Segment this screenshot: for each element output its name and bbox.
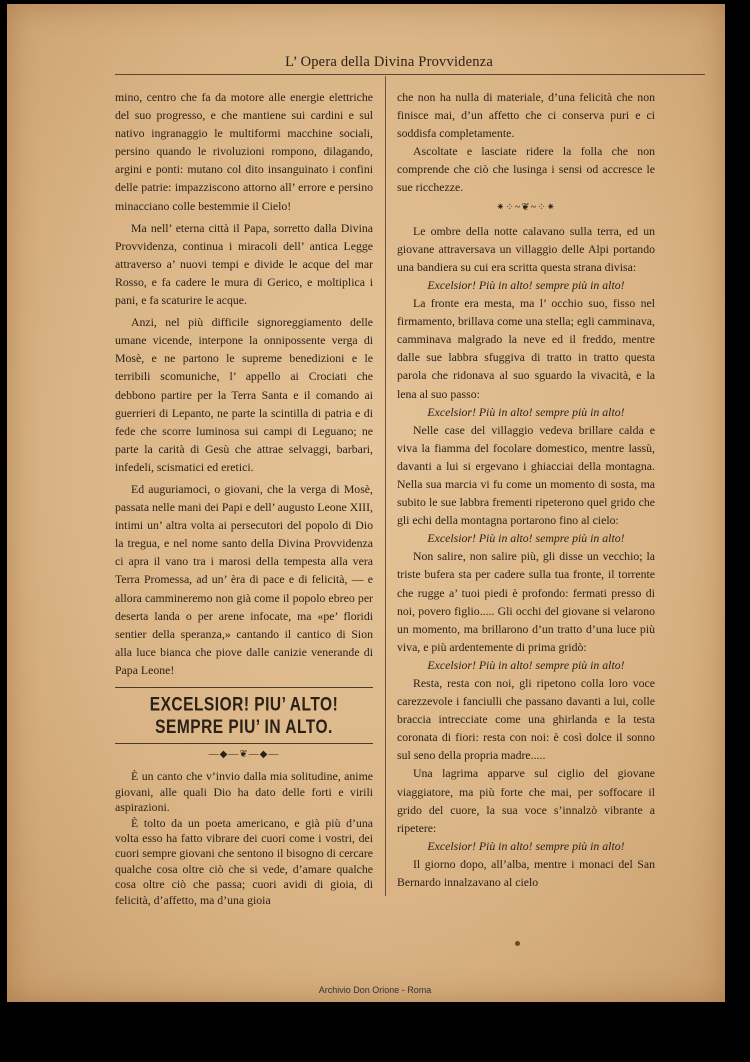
left-column (115, 88, 373, 908)
article-title-box (115, 687, 373, 744)
archive-caption: Archivio Don Orione - Roma (318, 985, 432, 995)
ornament-divider: —◆—❦—◆— (208, 749, 280, 761)
header-rule (115, 74, 705, 75)
paragraph: È un canto che v’invio dalla mia solitudine, anime giovani, alle quali Dio ha dato delle forti e virili aspirazioni. (115, 769, 373, 815)
ink-spot (515, 941, 520, 946)
article-title: EXCELSIOR! PIU’ ALTO! SEMPRE PIU’ IN ALTO. (149, 694, 339, 739)
motto-line: Excelsior! Più in alto! sempre più in alto! (427, 657, 625, 672)
paragraph: Le ombre della notte calavano sulla terra, ed un giovane attraversava un villaggio delle Alpi portando una bandiera su cui era scritta questa strana divisa: (397, 223, 655, 274)
paragraph: Non salire, non salire più, gli disse un vecchio; la triste bufera sta per cadere sulla tua fronte, il torrente che rugge a’ tuoi piedi è profondo: fermati presso di noi, povero figlio..... Gli occhi del giovane si velarono un momento, ma brillarono d’un tratto d’una luce più viva, e più ardentemente di prima gridò: (397, 549, 655, 654)
paragraph: mino, centro che fa da motore alle energie elettriche del suo progresso, e che mantiene sui cardini e sul nativo ingranaggio le multiformi macchine sociali, persino quando le rivoluzioni rompono, dilagando, argini e ponti: mutano col dito insanguinato i confini delle patrie: impazziscono attorno all’ errore e persino minacciano colle bestemmie il Cielo! (115, 90, 373, 213)
column-divider (385, 76, 386, 896)
paragraph: che non ha nulla di materiale, d’una felicità che non finisce mai, d’un affetto che ci conserva puri e ci soddisfa completamente. (397, 90, 655, 141)
paragraph: È tolto da un poeta americano, e già più d’una volta esso ha fatto vibrare dei cuori come i vostri, dei cuori sempre giovani che sentono il bisogno di cercare qualche cosa oltre ciò che si vede, d’amare qualche cosa oltre ciò che passa; cuori avidi di gioia, di felicità, d’affetto, ma d’una gioia (115, 815, 373, 907)
paragraph: Ed auguriamoci, o giovani, che la verga di Mosè, passata nelle mani dei Papi e dell’ augusto Leone XIII, intimi un’ altra volta ai persecutori del popolo di Dio la tregua, e nel nome santo della Divina Provvidenza ci apra il vano tra i marosi della tempesta alla vera Terra Promessa, ad un’ èra di pace e di felicità, — e allora cammineremo non già come il popolo ebreo per deserta landa o per arene infocate, ma «pe’ floridi sentier della speranza,» cantando il cantico di Sion alla luce bianca che piove dalle canizie venerande di Papa Leone! (115, 481, 373, 677)
paragraph: Ma nell’ eterna città il Papa, sorretto dalla Divina Provvidenza, continua i miracoli dell’ antica Legge attraverso a’ nuovi tempi e divide le acque del mar Rosso, e fa cadere le mura di Gerico, e moltiplica i pani, e fa scaturire le acque. (115, 220, 373, 308)
motto-line: Excelsior! Più in alto! sempre più in alto! (427, 531, 625, 546)
motto-line: Excelsior! Più in alto! sempre più in alto! (427, 277, 625, 292)
paragraph: Resta, resta con noi, gli ripetono colla loro voce carezzevole i fanciulli che passano davanti a lui, colle braccia intrecciate come una ghirlanda e la testa coronata di fiori: resta con noi: è così dolce il sonno sul seno della propria madre..... (397, 676, 655, 763)
motto-line: Excelsior! Più in alto! sempre più in alto! (427, 838, 625, 853)
paragraph: La fronte era mesta, ma l’ occhio suo, fisso nel firmamento, brillava come una stella; egli camminava, camminava malgrado la neve ed il freddo, mentre dalle sue labbra sfuggiva di tratto in tratto questa parola che ridonava al suo sguardo la vivacità, e la lena al suo passo: (397, 296, 655, 401)
paragraph: Nelle case del villaggio vedeva brillare calda e viva la fiamma del focolare domestico, mentre lassù, davanti a lui si ergevano i ghiacciai della montagna. Nella sua marcia vi fu come un momento di sosta, ma subito le sue labbra frementi ripeterono quel grido che gli echi della montagna portarono fino al cielo: (397, 422, 655, 528)
ornament-divider: ⁕⁘~❦~⁘⁕ (496, 201, 556, 213)
document-page (7, 4, 725, 1002)
right-column (397, 88, 655, 891)
paragraph: Il giorno dopo, all’alba, mentre i monaci del San Bernardo innalzavano al cielo (397, 856, 655, 890)
motto-line: Excelsior! Più in alto! sempre più in alto! (427, 404, 625, 419)
running-head: L’ Opera della Divina Provvidenza (285, 54, 493, 70)
paragraph: Ascoltate e lasciate ridere la folla che non comprende che ciò che lusinga i sensi od accresce le sue ricchezze. (397, 144, 655, 195)
paragraph: Anzi, nel più difficile signoreggiamento delle umane vicende, interpone la onnipossente verga di Mosè, e ne partono le supreme benedizioni e le terribili scomuniche, l’ appello ai Crociati che debbono partire per la Terra Santa e il comando ai guerrieri di Lepanto, ne parte la scintilla di patria e di fede che scorre luminosa sui campi di Leguano; ne parte la carità di Gesù che attrae selvaggi, barbari, infedeli, scismatici ed eretici. (115, 315, 373, 474)
paragraph: Una lagrima apparve sul ciglio del giovane viaggiatore, ma più forte che mai, per soffocare il grido del cuore, la sua voce s’innalzò vibrante a ripetere: (397, 766, 655, 835)
article-body (115, 769, 373, 908)
